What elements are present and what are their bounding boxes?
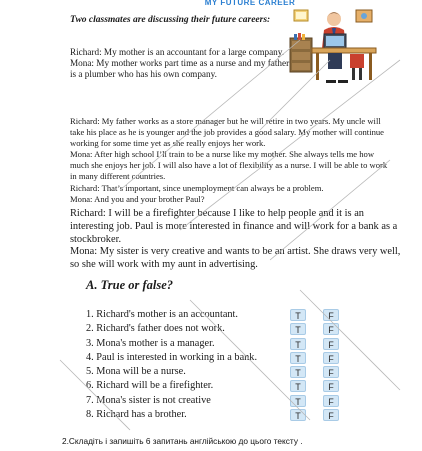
false-button[interactable]: F <box>323 366 339 378</box>
true-button[interactable]: T <box>290 395 306 407</box>
dialog-line: Mona: My mother works part time as a nurse and my father is a plumber who has his own company. <box>70 58 290 80</box>
true-button[interactable]: T <box>290 309 306 321</box>
statement-row <box>86 351 346 365</box>
statement-row <box>86 337 346 351</box>
statement-text: 1. Richard's mother is an accountant. <box>86 309 238 320</box>
dialog-line: Richard: That’s important, since unemployment can always be a problem. <box>70 182 324 193</box>
office-worker-illustration <box>288 6 380 88</box>
statement-row <box>86 322 346 336</box>
false-button[interactable]: F <box>323 309 339 321</box>
true-button[interactable]: T <box>290 366 306 378</box>
statement-text: 2. Richard's father does not work. <box>86 323 225 335</box>
statement-text: 5. Mona will be a nurse. <box>86 366 186 378</box>
true-button[interactable]: T <box>290 352 306 364</box>
dialog-line: Mona: And you and your brother Paul? <box>70 193 205 204</box>
worksheet-header: MY FUTURE CAREER <box>204 0 296 7</box>
true-button[interactable]: T <box>290 323 306 335</box>
statement-row <box>86 365 346 379</box>
false-button[interactable]: F <box>323 380 339 392</box>
dialog-block-1 <box>70 47 295 81</box>
true-button[interactable]: T <box>290 409 306 421</box>
exercise-title: A. True or false? <box>86 278 174 292</box>
statement-text: 6. Richard will be a firefighter. <box>86 380 214 392</box>
dialog-line: Richard: My mother is an accountant for a large company. <box>70 47 285 57</box>
true-button[interactable]: T <box>290 380 306 392</box>
dialog-line: Mona: My sister is very creative and wants to be an artist. She draws very well, so she will work with my aunt in advertising. <box>70 246 401 271</box>
statement-text: 7. Mona's sister is not creative <box>86 394 211 406</box>
true-button[interactable]: T <box>290 338 306 350</box>
statement-row <box>86 308 346 322</box>
statement-text: 4. Paul is interested in working in a bank. <box>86 351 258 363</box>
dialog-line: Richard: I will be a firefighter because I like to help people and it is an interesting job. Paul is more interested in finance and will work for a bank as a stockbroker. <box>70 208 398 245</box>
dialog-line: Mona: After high school I’ll train to be a nurse like my mother. She always tells me how much she enjoys her job. I will also have a lot of flexibility as a nurse. I will be able to work in many different countries. <box>70 149 388 182</box>
true-false-list <box>86 308 346 422</box>
dialog-block-3 <box>70 208 410 272</box>
false-button[interactable]: F <box>323 323 339 335</box>
statement-row <box>86 408 346 422</box>
statement-row <box>86 394 346 408</box>
dialog-line: Richard: My father works as a store manager but he will retire in two years. My uncle will take his place as he is younger and the job provides a good salary. My mother will continue working for some time yet as she really enjoys her work. <box>70 116 384 149</box>
intro-text: Two classmates are discussing their future careers: <box>70 15 271 25</box>
false-button[interactable]: F <box>323 409 339 421</box>
dialog-block-2 <box>70 116 390 205</box>
statement-row <box>86 379 346 393</box>
statement-text: 3. Mona's mother is a manager. <box>86 337 215 349</box>
statement-text: 8. Richard has a brother. <box>86 409 187 421</box>
task-2-instruction: 2.Складіть і запишіть 6 запитань англійською до цього тексту . <box>62 436 303 446</box>
false-button[interactable]: F <box>323 338 339 350</box>
false-button[interactable]: F <box>323 395 339 407</box>
false-button[interactable]: F <box>323 352 339 364</box>
